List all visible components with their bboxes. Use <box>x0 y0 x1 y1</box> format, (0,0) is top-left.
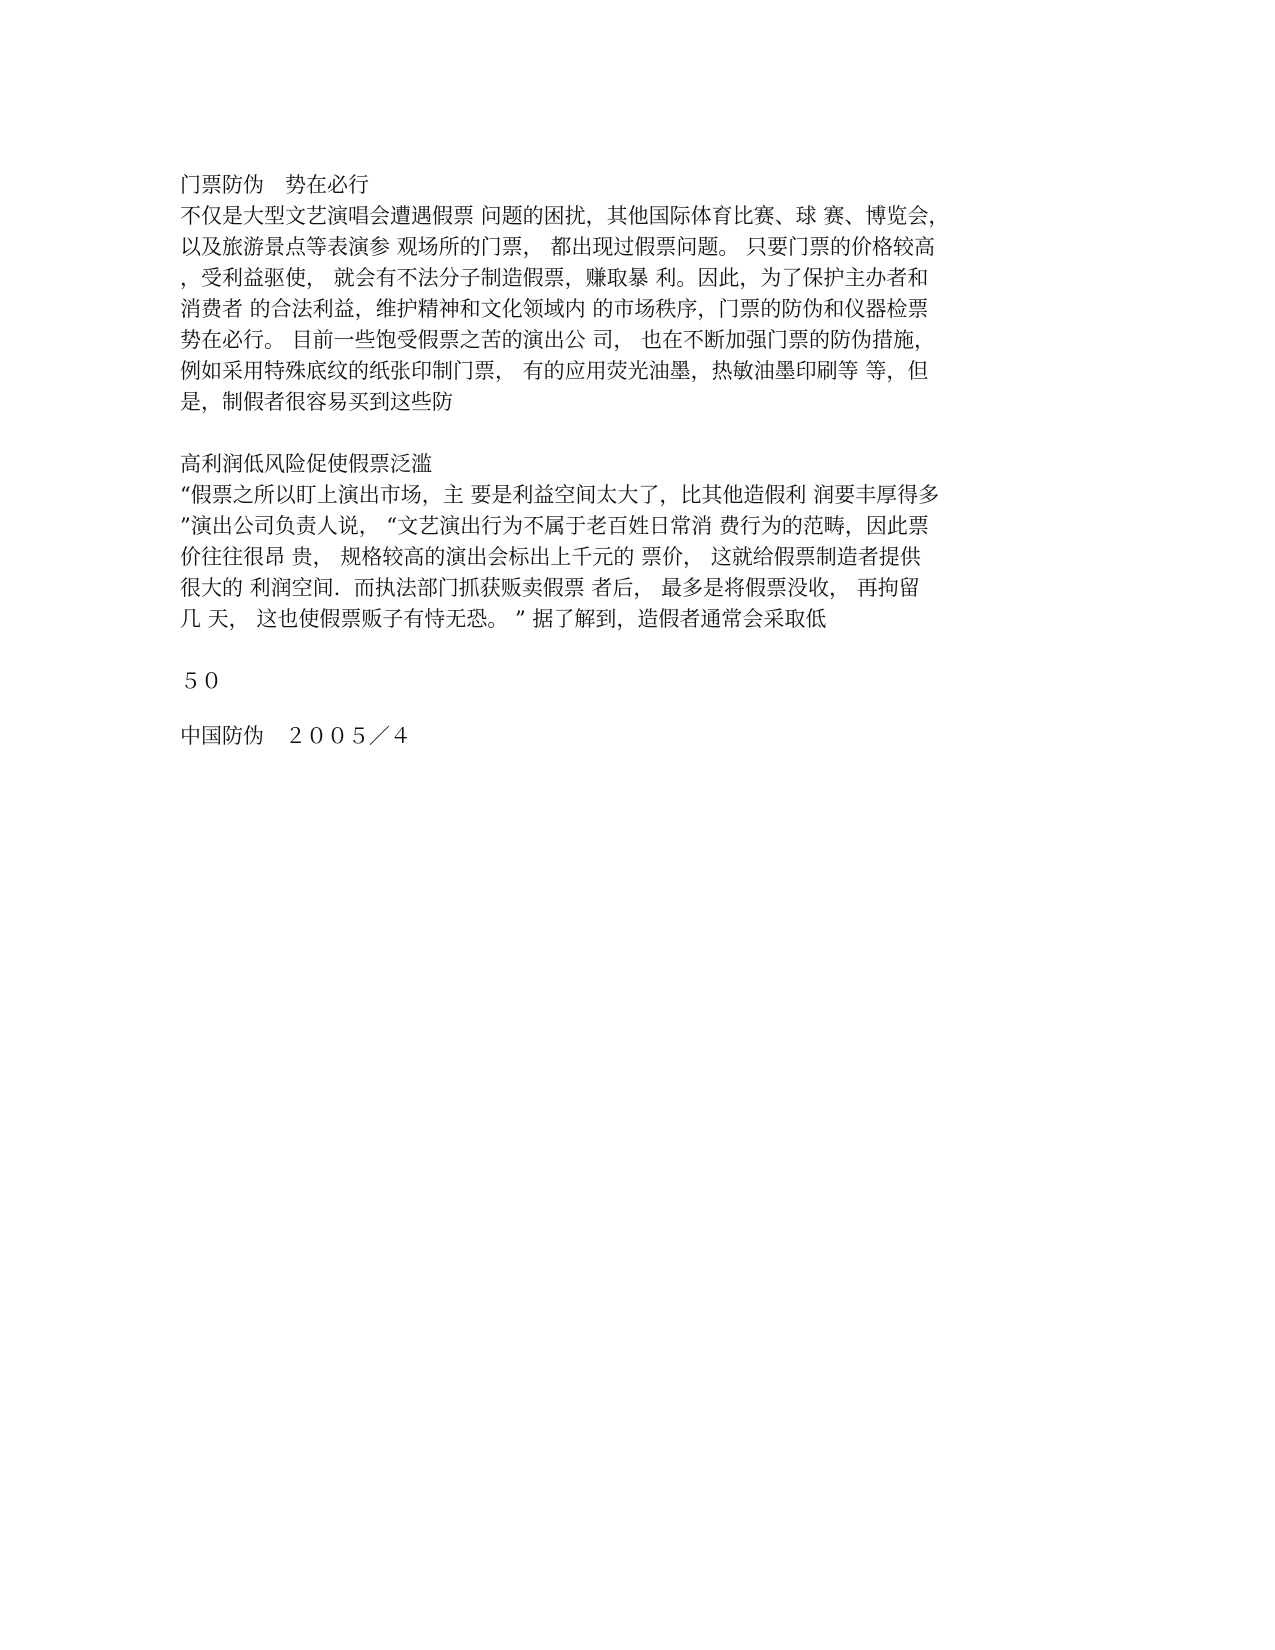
paragraph-line: 不仅是大型文艺演唱会遭遇假票 问题的困扰，其他国际体育比赛、球 赛、博览会， <box>180 204 950 228</box>
paragraph-line: “假票之所以盯上演出市场，主 要是利益空间太大了，比其他造假利 润要丰厚得多 <box>180 483 940 507</box>
paragraph-line: 是，制假者很容易买到这些防 <box>180 390 453 414</box>
paragraph-line: 很大的 利润空间. 而执法部门抓获贩卖假票 者后， 最多是将假票没收， 再拘留 <box>180 576 920 600</box>
article-body <box>180 170 1060 752</box>
section-paragraph-ticket-anticounterfeit <box>180 201 1060 418</box>
section-title-ticket-anticounterfeit: 门票防伪 势在必行 <box>180 173 369 197</box>
paragraph-line: ，受利益驱使， 就会有不法分子制造假票，赚取暴 利。因此，为了保护主办者和 <box>180 266 929 290</box>
page-number: ５０ <box>180 669 222 693</box>
section-paragraph-high-profit <box>180 480 1060 635</box>
paragraph-line: 价往往很昂 贵， 规格较高的演出会标出上千元的 票价， 这就给假票制造者提供 <box>180 545 921 569</box>
section-title-high-profit: 高利润低风险促使假票泛滥 <box>180 452 432 476</box>
paragraph-line: ”演出公司负责人说， “文艺演出行为不属于老百姓日常消 费行为的范畴，因此票 <box>180 514 929 538</box>
paragraph-line: 几 天， 这也使假票贩子有恃无恐。 ” 据了解到，造假者通常会采取低 <box>180 607 827 631</box>
section-spacer <box>180 635 1060 666</box>
paragraph-line: 以及旅游景点等表演参 观场所的门票， 都出现过假票问题。 只要门票的价格较高 <box>180 235 936 259</box>
paragraph-line: 势在必行。 目前一些饱受假票之苦的演出公 司， 也在不断加强门票的防伪措施， <box>180 328 936 352</box>
footer-spacer <box>180 697 1060 721</box>
journal-issue: 中国防伪 ２００５／４ <box>180 724 411 748</box>
paragraph-line: 例如采用特殊底纹的纸张印制门票， 有的应用荧光油墨，热敏油墨印刷等 等，但 <box>180 359 929 383</box>
section-spacer <box>180 418 1060 449</box>
paragraph-line: 消费者 的合法利益，维护精神和文化领域内 的市场秩序，门票的防伪和仪器检票 <box>180 297 929 321</box>
